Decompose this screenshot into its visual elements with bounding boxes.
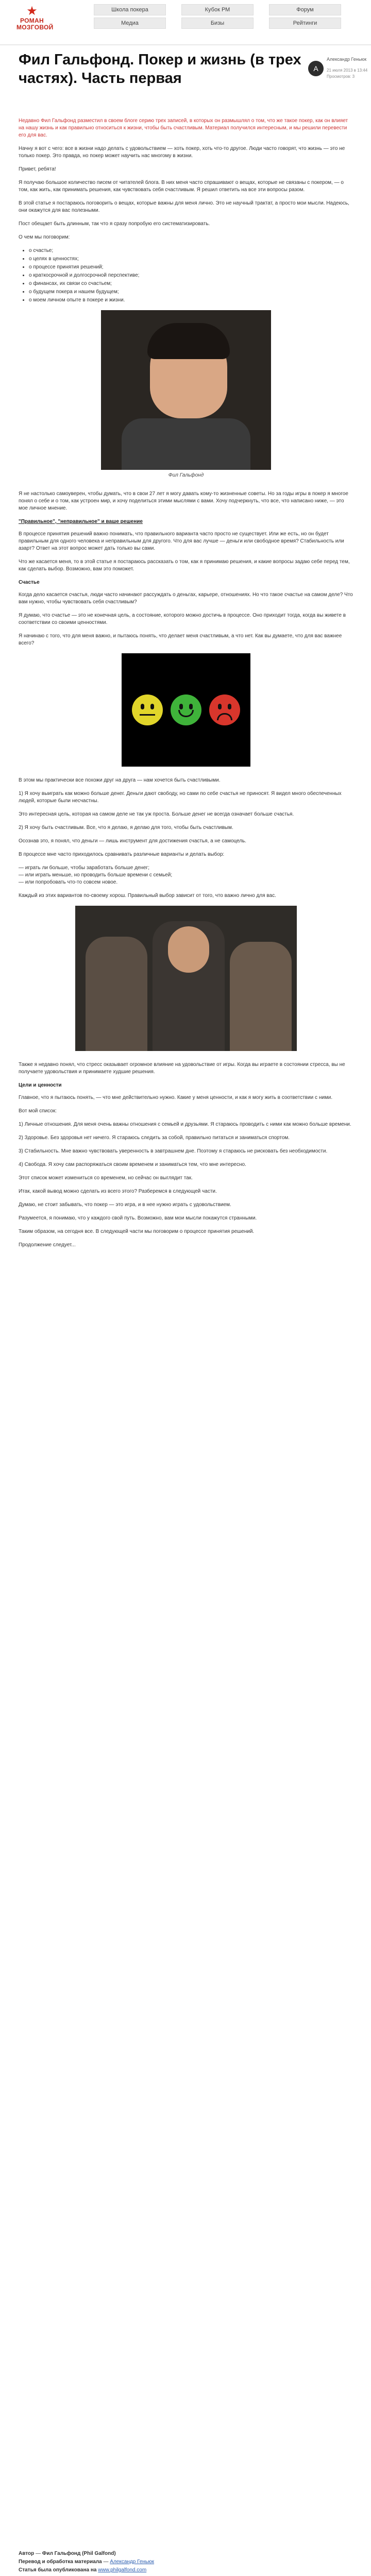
list-item: • о счастье;	[29, 247, 353, 255]
nav-item-blogs[interactable]: Бизы	[181, 18, 254, 29]
star-icon: ★	[26, 4, 38, 18]
photo-caption: Фил Гальфонд	[168, 472, 204, 478]
article-paragraph: Начну я вот с чего: все в жизни надо делать с удовольствием — хоть покер, хоть что-то другое. Люди часто говорят, что жизнь — это не только покер. Это правда, но покер может научить нас многому в жизни.	[19, 146, 345, 159]
article-paragraph: Что же касается меня, то в этой статье я постараюсь рассказать о том, как я принимаю решения, и какие вопросы задаю себе перед тем, как сделать выбор. Возможно, вам это поможет.	[19, 559, 350, 572]
topic-list	[29, 247, 353, 304]
article-paragraph: Привет, ребята!	[19, 166, 56, 172]
article-paragraph: Я получаю большое количество писем от читателей блога. В них меня часто спрашивают о вещах, которые не связаны с покером, — о том, как жить, как принимать решения, как чувствовать себя счастливым. Я решил ответить на все эти вопросы разом.	[19, 180, 344, 193]
avatar[interactable]: А	[308, 61, 324, 76]
poker-players-photo[interactable]	[75, 906, 297, 1051]
value-item: 2) Здоровье. Без здоровья нет ничего. Я стараюсь следить за собой, правильно питаться и заниматься спортом.	[19, 1135, 290, 1141]
list-item: • о процессе принятия решений;	[29, 264, 353, 271]
article-paragraph: Я не настолько самоуверен, чтобы думать, что в свои 27 лет я могу давать кому-то жизненные советы. Но за годы игры в покер я многое понял о себе и о том, как устроен мир, и хочу поделиться этими мыслями с вами. Хочу подчеркнуть, что все, что написано ниже, — это мое личное мнение.	[19, 491, 348, 511]
site-logo[interactable]	[16, 4, 54, 36]
photo-person	[86, 937, 147, 1051]
value-item: 3) Стабильность. Мне важно чувствовать уверенность в завтрашнем дне. Поэтому я стараюсь не рисковать без необходимости.	[19, 1148, 328, 1154]
list-item: • о финансах, их связи со счастьем;	[29, 280, 353, 287]
article-credits	[19, 2550, 353, 2575]
translator-link[interactable]: Александр Геньюк	[110, 2559, 155, 2565]
nav-item-media[interactable]: Медиа	[94, 18, 166, 29]
article-paragraph: В этом мы практически все похожи друг на друга — нам хочется быть счастливыми.	[19, 777, 221, 783]
credit-label: Автор	[19, 2551, 35, 2556]
photo-person	[230, 942, 292, 1051]
photo-hair	[147, 323, 230, 359]
article-paragraph: Я думаю, что счастье — это не конечная цель, а состояние, которого можно достичь в процессе. Оно приходит тогда, когда вы живете в соответствии со своими ценностями.	[19, 613, 346, 625]
article-paragraph: Разумеется, я понимаю, что у каждого свой путь. Возможно, вам мои мысли покажутся странными.	[19, 1215, 257, 1221]
author-name[interactable]: Александр Геньюк	[327, 57, 367, 62]
article-paragraph: Главное, что я пытаюсь понять, — что мне действительно нужно. Какие у меня ценности, и как я могу жить в соответствии с ними.	[19, 1095, 333, 1100]
article-paragraph: Этот список может измениться со временем, но сейчас он выглядит так.	[19, 1175, 193, 1181]
credit-value: Фил Гальфонд (Phil Galfond)	[42, 2551, 116, 2556]
value-item: 1) Личные отношения. Для меня очень важны отношения с семьей и друзьями. Я стараюсь проводить с ними как можно больше времени.	[19, 1122, 351, 1127]
post-views: Просмотров: 3	[327, 74, 355, 79]
smiley-image[interactable]	[122, 653, 250, 767]
neutral-face-icon	[132, 694, 163, 725]
article-paragraph: — играть ли больше, чтобы заработать больше денег; — или играть меньше, но проводить больше времени с семьей; — или попробовать что-то совсем новое.	[19, 865, 173, 885]
article-paragraph: В процессе принятия решений важно понимать, что правильного варианта часто просто не существует. Или же есть, но он будет правильным для одного человека и неправильным для другого. Что для вас лучше — деньги или свободное время? Стабильность или азарт? Ответ на этот вопрос может дать только вы сами.	[19, 531, 344, 551]
article-paragraph: Вот мой список:	[19, 1108, 57, 1114]
divider	[0, 44, 371, 45]
list-intro: О чем мы поговорим:	[19, 234, 70, 240]
article-paragraph: Таким образом, на сегодня все. В следующей части мы поговорим о процессе принятия решений.	[19, 1229, 255, 1234]
page-title: Фил Гальфонд. Покер и жизнь (в трех частях). Часть первая	[19, 52, 301, 87]
section-heading: Цели и ценности	[19, 1082, 62, 1088]
nav-item-forum[interactable]: Форум	[269, 4, 341, 15]
happy-face-icon	[171, 694, 201, 725]
credit-author: Автор — Фил Гальфонд (Phil Galfond)	[19, 2551, 116, 2556]
list-item: • о целях в ценностях;	[29, 256, 353, 263]
article-paragraph: Я начинаю с того, что для меня важно, и пытаюсь понять, что делает меня счастливым, а что нет. Как вы думаете, что для вас важнее всего?	[19, 633, 342, 646]
article-intro: Недавно Фил Гальфонд разместил в своем блоге серию трех записей, в которых он размышлял о том, что же такое покер, как он влияет на нашу жизнь и как правильно относиться к жизни, чтобы быть счастливым. Материал получился интересным, и мы решили перевести его для вас.	[19, 118, 348, 138]
article-body	[19, 117, 353, 1255]
article-paragraph: Каждый из этих вариантов по-своему хорош. Правильный выбор зависит от того, что важно лично для вас.	[19, 893, 276, 899]
nav-item-school[interactable]: Школа покера	[94, 4, 166, 15]
post-date: 21 июля 2013 в 13:44	[327, 68, 368, 73]
list-item: • о краткосрочной и долгосрочной перспективе;	[29, 272, 353, 279]
credit-label: Перевод и обработка материала	[19, 2559, 102, 2565]
nav-item-cup[interactable]: Кубок РМ	[181, 4, 254, 15]
credit-label: Статья была опубликована на	[19, 2567, 97, 2573]
photo-face	[168, 926, 209, 973]
list-item: • о моем личном опыте в покере и жизни.	[29, 297, 353, 304]
article-paragraph: В этой статье я постараюсь поговорить о вещах, которые важны для меня лично. Это не научный трактат, а просто мои мысли. Надеюсь, они окажутся для вас полезными.	[19, 200, 349, 213]
nav-item-ratings[interactable]: Рейтинги	[269, 18, 341, 29]
article-paragraph: Осознав это, я понял, что деньги — лишь инструмент для достижения счастья, а не самоцель.	[19, 838, 247, 844]
article-paragraph: 1) Я хочу выиграть как можно больше денег. Деньги дают свободу, но сами по себе счастья не приносят. Я видел много обеспеченных людей, которые были несчастны.	[19, 791, 342, 804]
site-header	[0, 0, 371, 42]
section-heading: Счастье	[19, 580, 40, 585]
section-heading: "Правильное", "неправильное" и ваше решение	[19, 519, 143, 524]
article-paragraph: Это интересная цель, которая на самом деле не так уж проста. Больше денег не всегда означает больше счастья.	[19, 811, 294, 817]
article-paragraph: Пост обещает быть длинным, так что я сразу попробую его систематизировать.	[19, 221, 210, 227]
credit-translation: Перевод и обработка материала — Александр Геньюк	[19, 2559, 155, 2565]
article-paragraph: В процессе мне часто приходилось сравнивать различные варианты и делать выбор:	[19, 852, 225, 857]
article-paragraph: Продолжение следует...	[19, 1242, 76, 1248]
credit-source	[19, 2567, 353, 2574]
value-item: 4) Свобода. Я хочу сам распоряжаться своим временем и заниматься тем, что мне интересно.	[19, 1162, 246, 1167]
article-paragraph: Думаю, не стоит забывать, что покер — это игра, и в нее нужно играть с удовольствием.	[19, 1202, 231, 1208]
logo-text: РОМАН	[20, 17, 44, 24]
logo-text-2: МОЗГОВОЙ	[16, 24, 54, 31]
article-paragraph: Когда дело касается счастья, люди часто начинают рассуждать о деньгах, карьере, отношениях. Но что такое счастье на самом деле? Что вам нужно, чтобы чувствовать себя счастливым?	[19, 592, 353, 605]
article-paragraph: Также я недавно понял, что стресс оказывает огромное влияние на удовольствие от игры. Когда вы играете в состоянии стресса, вы не получаете удовольствия и принимаете худшие решения.	[19, 1062, 345, 1075]
article-paragraph: Итак, какой вывод можно сделать из всего этого? Разберемся в следующей части.	[19, 1189, 217, 1194]
phil-galfond-photo[interactable]	[101, 310, 271, 470]
source-link[interactable]: www.philgalfond.com	[98, 2567, 147, 2573]
sad-face-icon	[209, 694, 240, 725]
photo-shirt	[122, 418, 250, 470]
list-item: • о будущем покера и нашем будущем;	[29, 289, 353, 296]
article-paragraph: 2) Я хочу быть счастливым. Все, что я делаю, я делаю для того, чтобы быть счастливым.	[19, 825, 233, 831]
